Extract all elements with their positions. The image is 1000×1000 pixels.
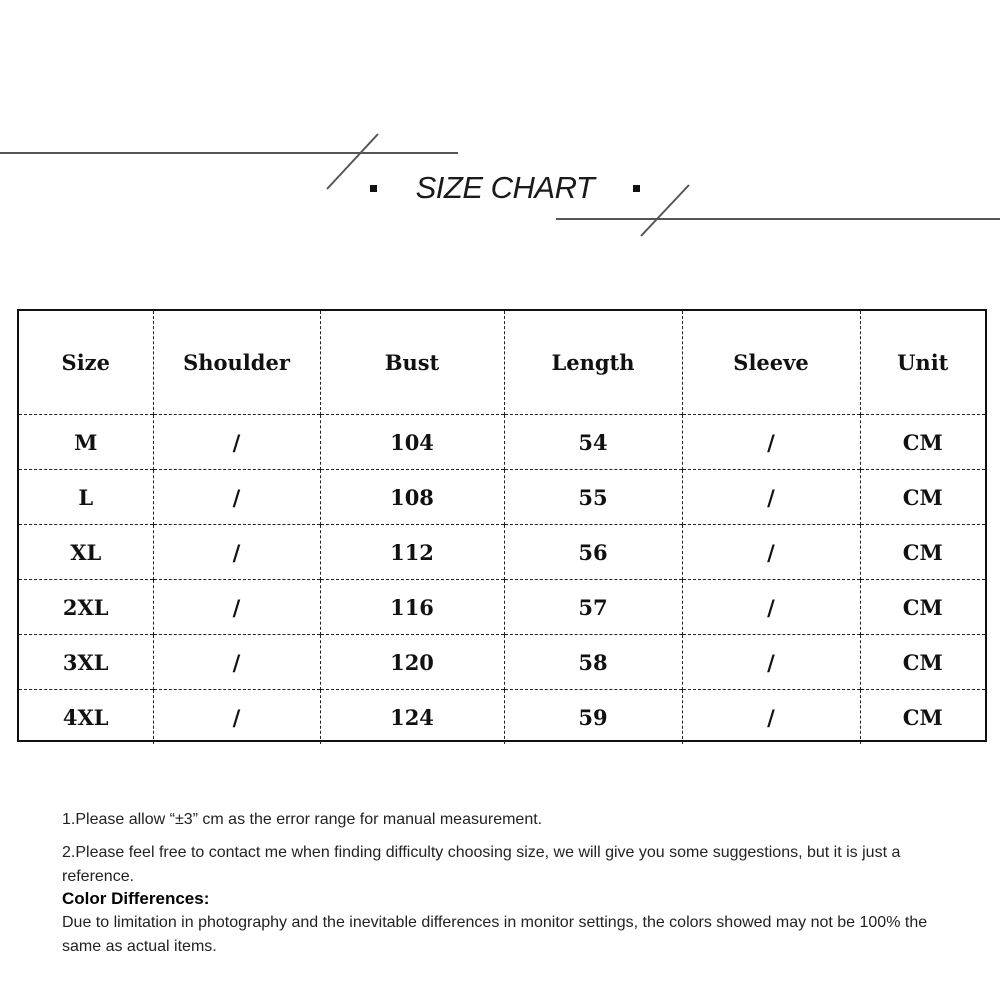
cell-shoulder: / bbox=[153, 415, 320, 470]
page-title: SIZE CHART bbox=[415, 170, 595, 205]
cell-unit: CM bbox=[860, 580, 985, 635]
cell-size: 4XL bbox=[19, 690, 153, 745]
cell-size: L bbox=[19, 470, 153, 525]
table-row bbox=[19, 690, 985, 745]
cell-length: 55 bbox=[504, 470, 682, 525]
cell-shoulder: / bbox=[153, 690, 320, 745]
table-row bbox=[19, 525, 985, 580]
cell-shoulder: / bbox=[153, 525, 320, 580]
cell-bust: 116 bbox=[320, 580, 504, 635]
cell-unit: CM bbox=[860, 525, 985, 580]
table-row bbox=[19, 635, 985, 690]
header-size: Size bbox=[61, 350, 110, 375]
note-contact: 2.Please feel free to contact me when finding difficulty choosing size, we will give you some suggestions, but it is just a reference. bbox=[62, 844, 901, 885]
decor-slash-right bbox=[641, 185, 689, 236]
cell-bust: 120 bbox=[320, 635, 504, 690]
cell-size: M bbox=[19, 415, 153, 470]
table-row bbox=[19, 580, 985, 635]
cell-sleeve: / bbox=[682, 580, 860, 635]
note-measurement-error: 1.Please allow “±3” cm as the error range for manual measurement. bbox=[62, 811, 543, 828]
table-header-row bbox=[19, 311, 985, 415]
cell-bust: 112 bbox=[320, 525, 504, 580]
bullet-right-icon bbox=[633, 185, 640, 192]
cell-size: 3XL bbox=[19, 635, 153, 690]
color-differences-heading: Color Differences: bbox=[62, 889, 210, 908]
color-differences-text: Due to limitation in photography and the inevitable differences in monitor settings, the colors showed may not be 100% the same as actual items. bbox=[62, 914, 928, 955]
cell-bust: 104 bbox=[320, 415, 504, 470]
header-length: Length bbox=[504, 311, 682, 415]
bullet-left-icon bbox=[370, 185, 377, 192]
cell-unit: CM bbox=[860, 690, 985, 745]
cell-length: 59 bbox=[504, 690, 682, 745]
header-unit: Unit bbox=[860, 311, 985, 415]
size-chart-title bbox=[370, 166, 640, 210]
cell-bust: 108 bbox=[320, 470, 504, 525]
cell-unit: CM bbox=[860, 470, 985, 525]
cell-sleeve: / bbox=[682, 415, 860, 470]
cell-unit: CM bbox=[860, 415, 985, 470]
cell-size: XL bbox=[19, 525, 153, 580]
size-table-frame bbox=[17, 309, 987, 742]
cell-sleeve: / bbox=[682, 525, 860, 580]
size-table bbox=[19, 311, 985, 744]
cell-length: 58 bbox=[504, 635, 682, 690]
cell-unit: CM bbox=[860, 635, 985, 690]
cell-shoulder: / bbox=[153, 470, 320, 525]
cell-shoulder: / bbox=[153, 580, 320, 635]
cell-bust: 124 bbox=[320, 690, 504, 745]
cell-sleeve: / bbox=[682, 690, 860, 745]
cell-sleeve: / bbox=[682, 635, 860, 690]
cell-size: 2XL bbox=[19, 580, 153, 635]
header-bust: Bust bbox=[320, 311, 504, 415]
table-row bbox=[19, 470, 985, 525]
cell-sleeve: / bbox=[682, 470, 860, 525]
cell-length: 54 bbox=[504, 415, 682, 470]
header-sleeve: Sleeve bbox=[682, 311, 860, 415]
notes-section bbox=[62, 808, 942, 959]
cell-shoulder: / bbox=[153, 635, 320, 690]
table-row bbox=[19, 415, 985, 470]
cell-length: 57 bbox=[504, 580, 682, 635]
cell-length: 56 bbox=[504, 525, 682, 580]
header-shoulder: Shoulder bbox=[153, 311, 320, 415]
